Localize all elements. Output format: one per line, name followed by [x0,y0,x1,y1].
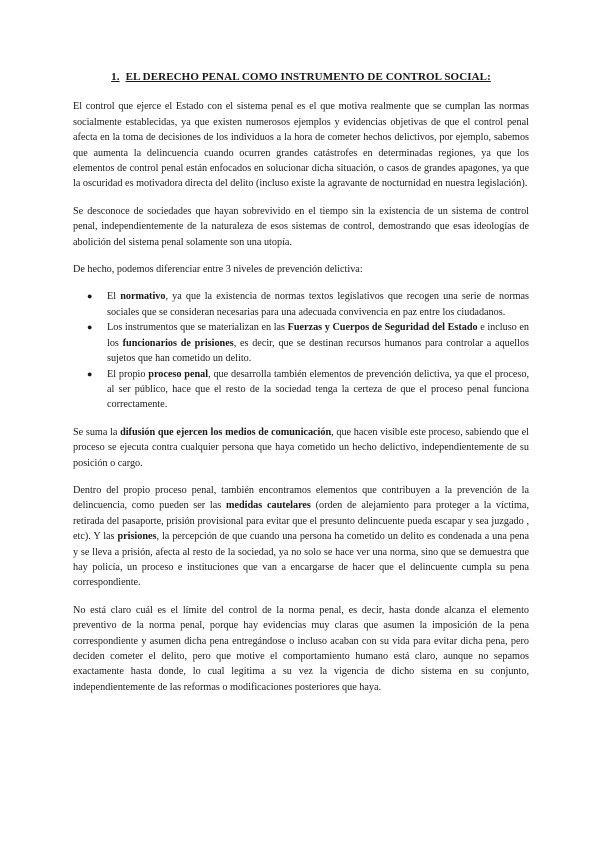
bullet-icon: ● [87,322,93,333]
heading-number: 1. [111,71,120,83]
paragraph-text: (orden de alejamiento para proteger a la víctima, retirada del pasaporte, prisión provisional para evitar que el presunto delincuente pueda escapar y sea juzgado , etc). Y las [73,500,530,543]
paragraph-text: , que hacen visible este proceso, sabiendo que el proceso se ejecuta contra cualquier persona que haya cometido un hecho delictivo, independientemente de su posición o cargo. [73,426,530,469]
paragraph-text: , la percepción de que cuando una persona ha cometido un delito es condenada a una pena y se lleva a prisión, afecta al resto de la sociedad, ya no solo se hace ver una norma, sino que se demuestra que hay policía, un proceso e instituciones que van a encargarse de hacer que el delincuente cumpla su pena correspondiente. [73,531,530,589]
paragraph-1: El control que ejerce el Estado con el sistema penal es el que motiva realmente que se cumplan las normas socialmente establecidas, ya que existen numerosos ejemplos y evidencias objetivas de que el control penal afecta en la toma de decisiones de los individuos a la hora de cometer hechos delictivos, por ejemplo, sabemos que aumenta la delincuencia cuando ocurren grandes catástrofes en determinadas regiones, ya que los elementos de control penal están enfocados en solucionar dicha situación, o casos de grandes apagones, ya que la oscuridad es motivadora directa del delito (incluso existe la agravante de nocturnidad en nuestra legislación). [73,101,529,190]
list-text: e incluso en los [107,322,529,349]
section-heading [73,70,529,85]
paragraph-4 [73,425,529,471]
list-text: Los instrumentos que se materializan en las [107,322,288,334]
paragraph-2: Se desconoce de sociedades que hayan sobrevivido en el tiempo sin la existencia de un sistema de control penal, independientemente de la naturaleza de esos sistemas de control, demostrando que esas ideologías de abolición del sistema penal solamente son una utopía. [73,205,529,248]
list-bold-text: proceso penal [148,368,209,380]
paragraph-5 [73,483,529,591]
list-item [73,289,529,320]
list-bold-text: Fuerzas y Cuerpos de Seguridad del Estado [287,322,478,334]
list-bold-text: funcionarios de prisiones [122,337,234,349]
list-text: , que desarrolla también elementos de prevención delictiva, ya que el proceso, al ser público, hace que el resto de la sociedad tenga la certeza de que el proceso penal funciona correctamente. [107,368,530,411]
paragraph-6: No está claro cuál es el límite del control de la norma penal, es decir, hasta donde alcanza el elemento preventivo de la norma penal, porque hay evidencias muy claras que asumen la imposición de la pena correspondiente y asumen dicha pena entregándose o incluso acaban con su vida para evitar dicha pena, pero deciden cometer el delito, pero que motive el comportamiento humano está claro, aunque no sepamos exactamente hasta donde, lo cual legitima a su vez la vigencia de dicho sistema en su conjunto, independientemente de las reformas o modificaciones posteriores que haya. [73,604,529,693]
list-text: El [107,291,121,303]
paragraph-text: Se suma la [73,426,121,438]
list-bold-text: normativo [120,291,166,303]
bullet-icon: ● [87,368,93,379]
document-page [73,70,529,707]
paragraph-bold-text: medidas cautelares [225,500,311,512]
paragraph-3: De hecho, podemos diferenciar entre 3 niveles de prevención delictiva: [73,264,363,276]
list-item [73,320,529,366]
list-item [73,367,529,413]
list-text: El propio [107,368,149,380]
bullet-icon: ● [87,291,93,302]
paragraph-bold-text: difusión que ejercen los medios de comunicación [120,426,332,438]
paragraph-bold-text: prisiones [117,531,157,543]
prevention-levels-list [73,289,529,412]
list-text: , ya que la existencia de normas textos legislativos que recogen una serie de normas sociales que se consideran necesarias para una adecuada convivencia en paz entre los ciudadanos. [107,291,529,318]
heading-text: EL DERECHO PENAL COMO INSTRUMENTO DE CONTROL SOCIAL: [125,71,491,83]
list-text: , es decir, que se destinan recursos humanos para controlar a aquellos sujetos que han cometido un delito. [107,337,529,365]
paragraph-text: Dentro del propio proceso penal, también encontramos elementos que contribuyen a la prevención de la delincuencia, como pueden ser las [73,484,529,512]
